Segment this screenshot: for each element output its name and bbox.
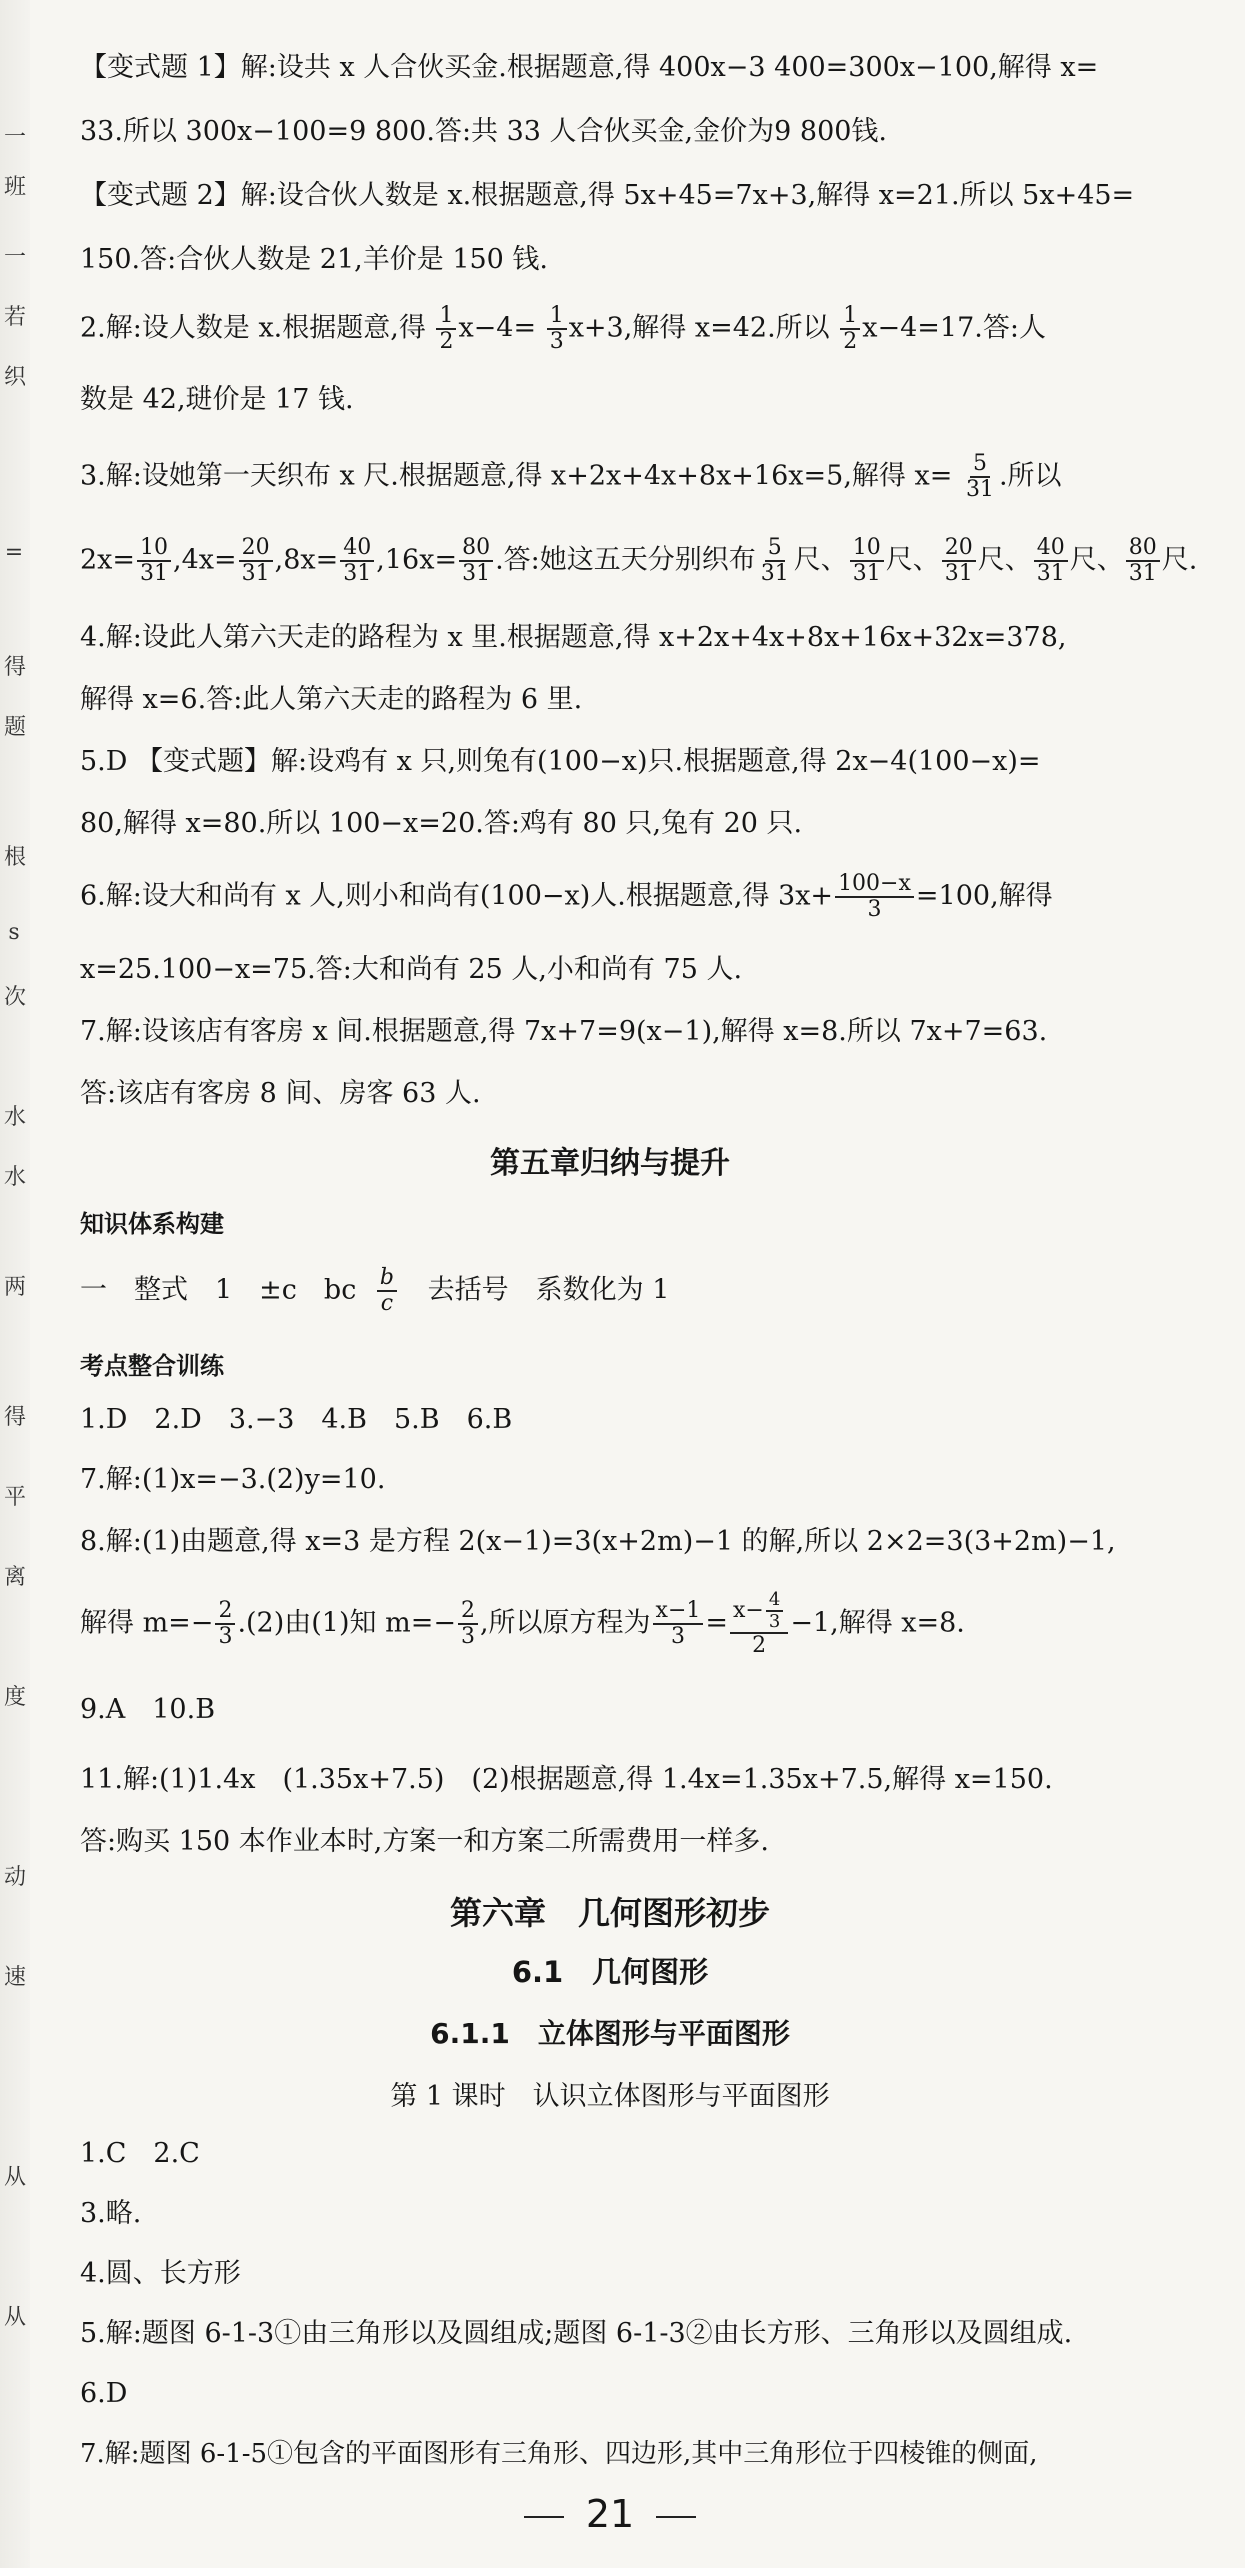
margin-fragment: = bbox=[4, 540, 24, 565]
text-line: 数是 42,琎价是 17 钱. bbox=[80, 384, 354, 415]
margin-fragment: 两 bbox=[4, 1275, 27, 1300]
text-line: 一 整式 1 ±c bc $\frac{b}{c}$ 去括号 系数化为 1 bbox=[80, 1265, 670, 1316]
text-line: 11.解:(1)1.4x (1.35x+7.5) (2)根据题意,得 1.4x=1.35x+7.5,解得 x=150. bbox=[80, 1764, 1053, 1795]
fraction: $\frac{1}{2}$ bbox=[436, 304, 456, 354]
fraction: $\frac{80}{31}$ bbox=[459, 536, 493, 586]
fraction: $\frac{5}{31}$ bbox=[760, 535, 789, 586]
text-line: 33.所以 300x−100=9 800.答:共 33 人合伙买金,金价为9 800钱. bbox=[80, 116, 888, 147]
lesson-title: 第 1 课时 认识立体图形与平面图形 bbox=[390, 2081, 830, 2112]
text-line: 7.解:题图 6-1-5①包含的平面图形有三角形、四边形,其中三角形位于四棱锥的侧面, bbox=[80, 2439, 1038, 2469]
text-line: 7.解:(1)x=−3.(2)y=10. bbox=[80, 1464, 386, 1495]
text-line: 1.D 2.D 3.−3 4.B 5.B 6.B bbox=[80, 1404, 513, 1435]
text-line: 6.D bbox=[80, 2378, 128, 2409]
margin-fragment: 水 bbox=[4, 1165, 27, 1190]
fraction: $\frac{20}{31}$ bbox=[239, 536, 273, 586]
fraction: $\frac{b}{c}$ bbox=[377, 1266, 397, 1316]
margin-fragment: 平 bbox=[4, 1485, 27, 1510]
fraction: $\frac{40}{31}$ bbox=[1034, 536, 1068, 586]
text-line: 2.解:设人数是 x.根据题意,得 $\frac{1}{2}$ x−4= $\frac{1}{3}$ x+3,解得 x=42.所以 $\frac{1}{2}$ x−4=17.答:人 bbox=[80, 303, 1046, 354]
page-number: 21 bbox=[80, 2492, 1140, 2536]
margin-fragment: 次 bbox=[4, 985, 27, 1010]
margin-fragment: 题 bbox=[4, 715, 27, 740]
margin-fragment: 度 bbox=[4, 1685, 27, 1710]
text-line: 解得 x=6.答:此人第六天走的路程为 6 里. bbox=[80, 684, 583, 715]
text-line: 解得 m=− $\frac{2}{3}$ .(2)由(1)知 m=− $\frac{2}{3}$ ,所以原方程为 $\frac{x-1}{3}$ = x− $\frac{4}{3}$ 2 −1,解得 x=8. bbox=[80, 1589, 965, 1658]
text-line: 8.解:(1)由题意,得 x=3 是方程 2(x−1)=3(x+2m)−1 的解,所以 2×2=3(3+2m)−1, bbox=[80, 1526, 1116, 1557]
margin-fragment: 根 bbox=[4, 845, 27, 870]
margin-fragment: 得 bbox=[4, 655, 27, 680]
text-line: 【变式题 1】解:设共 x 人合伙买金.根据题意,得 400x−3 400=300x−100,解得 x= bbox=[80, 52, 1099, 83]
margin-fragment: 一 bbox=[4, 125, 27, 150]
text-line: 6.解:设大和尚有 x 人,则小和尚有(100−x)人.根据题意,得 3x+ $\frac{100-x}{3}$ =100,解得 bbox=[80, 871, 1053, 922]
text-line: 【变式题 2】解:设合伙人数是 x.根据题意,得 5x+45=7x+3,解得 x=21.所以 5x+45= bbox=[80, 180, 1135, 211]
fraction: $\frac{10}{31}$ bbox=[137, 536, 171, 586]
margin-fragment: 从 bbox=[4, 2305, 27, 2330]
chapter-title: 第六章 几何图形初步 bbox=[449, 1894, 770, 1932]
fraction: $\frac{10}{31}$ bbox=[850, 536, 884, 586]
text-line: 4.圆、长方形 bbox=[80, 2258, 241, 2289]
text-line: 5.D 【变式题】解:设鸡有 x 只,则兔有(100−x)只.根据题意,得 2x−4(100−x)= bbox=[80, 746, 1041, 777]
margin-fragment: 水 bbox=[4, 1105, 27, 1130]
fraction: $\frac{2}{3}$ bbox=[458, 1599, 478, 1649]
margin-fragment: 班 bbox=[4, 175, 27, 200]
section-heading: 知识体系构建 bbox=[80, 1210, 224, 1238]
text-line: 7.解:设该店有客房 x 间.根据题意,得 7x+7=9(x−1),解得 x=8.所以 7x+7=63. bbox=[80, 1016, 1048, 1047]
text-line: 答:购买 150 本作业本时,方案一和方案二所需费用一样多. bbox=[80, 1826, 769, 1857]
fraction: $\frac{80}{31}$ bbox=[1126, 536, 1160, 586]
fraction: $\frac{1}{3}$ bbox=[547, 304, 567, 354]
margin-fragment: 动 bbox=[4, 1865, 27, 1890]
fraction: $\frac{2}{3}$ bbox=[215, 1599, 235, 1649]
fraction: $\frac{5}{31}$ bbox=[965, 451, 994, 502]
text-line: 3.解:设她第一天织布 x 尺.根据题意,得 x+2x+4x+8x+16x=5,解得 x= $\frac{5}{31}$ .所以 bbox=[80, 451, 1062, 502]
margin-fragment: 速 bbox=[4, 1965, 27, 1990]
text-line: 80,解得 x=80.所以 100−x=20.答:鸡有 80 只,兔有 20 只. bbox=[80, 808, 803, 839]
text-line: x=25.100−x=75.答:大和尚有 25 人,小和尚有 75 人. bbox=[80, 954, 743, 985]
text-line: 9.A 10.B bbox=[80, 1694, 216, 1725]
fraction: $\frac{x-1}{3}$ bbox=[653, 1599, 704, 1649]
fraction: $\frac{4}{3}$ bbox=[766, 1590, 783, 1632]
margin-fragment: 从 bbox=[4, 2165, 27, 2190]
text-line: 答:该店有客房 8 间、房客 63 人. bbox=[80, 1078, 481, 1109]
fraction: $\frac{40}{31}$ bbox=[340, 536, 374, 586]
text-line: 4.解:设此人第六天走的路程为 x 里.根据题意,得 x+2x+4x+8x+16x+32x=378, bbox=[80, 622, 1067, 653]
text-line: 150.答:合伙人数是 21,羊价是 150 钱. bbox=[80, 244, 549, 275]
margin-fragment: 离 bbox=[4, 1565, 27, 1590]
subsection-title: 6.1.1 立体图形与平面图形 bbox=[430, 2017, 790, 2050]
text-line: 1.C 2.C bbox=[80, 2138, 200, 2169]
section-heading: 考点整合训练 bbox=[80, 1352, 224, 1380]
fraction: $\frac{100-x}{3}$ bbox=[835, 872, 914, 922]
fraction: $\frac{1}{2}$ bbox=[840, 304, 860, 354]
section-title: 6.1 几何图形 bbox=[511, 1955, 709, 1989]
text-line: 2x= $\frac{10}{31}$ ,4x= $\frac{20}{31}$ ,8x= $\frac{40}{31}$ ,16x= $\frac{80}{31}$ .答:她这五天分别织布 $\frac{5}{31}$ 尺、 $\frac{10}{31}$ 尺、 $\frac{20}{31}$ 尺、 $\frac{40}{31}$ 尺、 $\frac{80}{31}$ 尺. bbox=[80, 535, 1198, 586]
fraction: $\frac{20}{31}$ bbox=[942, 536, 976, 586]
text-line: 5.解:题图 6-1-3①由三角形以及圆组成;题图 6-1-3②由长方形、三角形以及圆组成. bbox=[80, 2318, 1073, 2349]
chapter-title: 第五章归纳与提升 bbox=[490, 1146, 730, 1181]
margin-fragment: 若 bbox=[4, 305, 27, 330]
margin-fragment: 得 bbox=[4, 1405, 27, 1430]
margin-fragment: 一 bbox=[4, 245, 27, 270]
margin-fragment: 织 bbox=[4, 365, 27, 390]
text-line: 3.略. bbox=[80, 2198, 142, 2229]
compound-fraction: x− $\frac{4}{3}$ 2 bbox=[730, 1590, 788, 1658]
margin-fragment: s bbox=[8, 920, 20, 945]
